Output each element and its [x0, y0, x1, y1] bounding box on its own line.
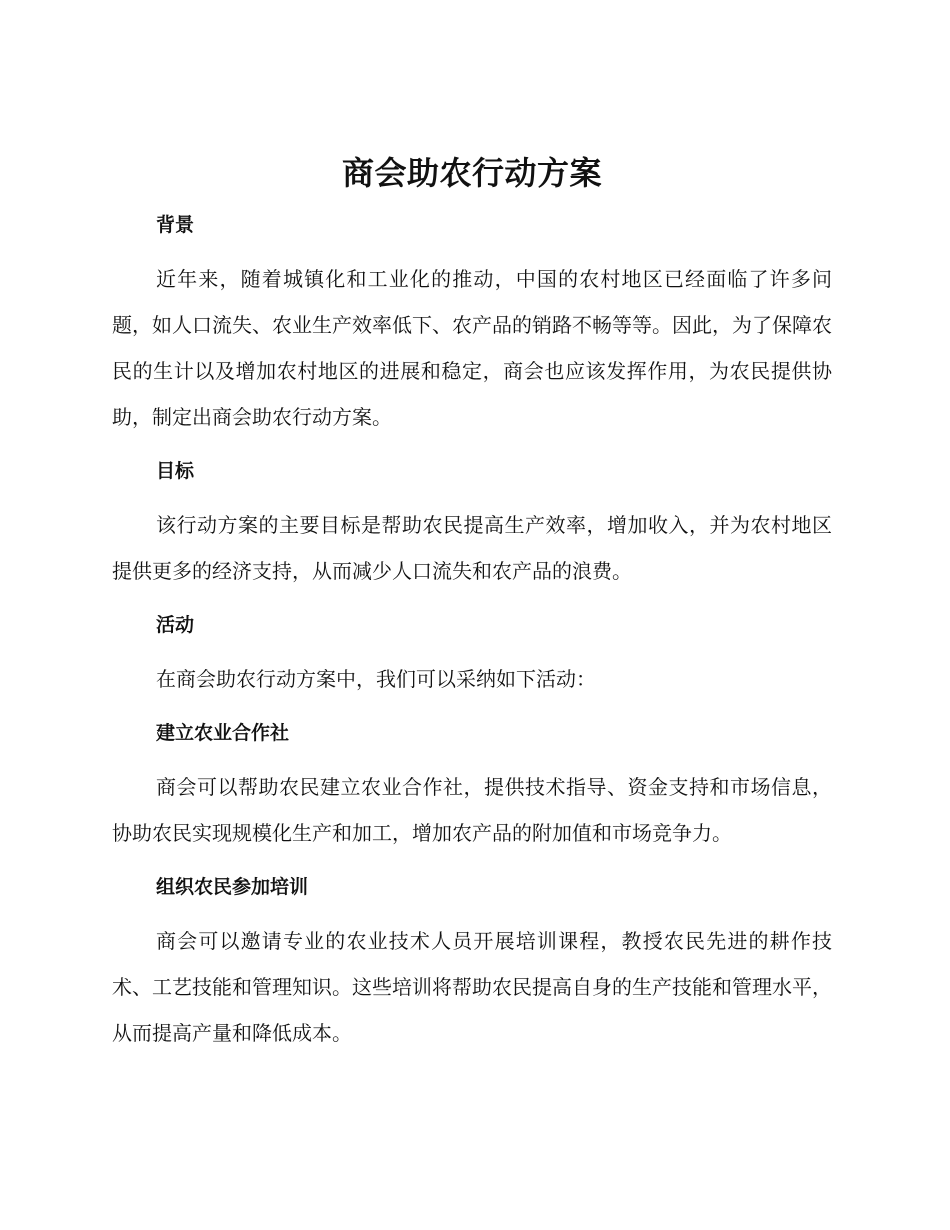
- section-heading-goal: 目标: [156, 460, 195, 482]
- section-heading-background: 背景: [156, 214, 195, 236]
- document-title: 商会助农行动方案: [341, 154, 602, 192]
- document-body: [112, 150, 832, 1056]
- section-paragraph-goal: 该行动方案的主要目标是帮助农民提高生产效率，增加收入，并为农村地区提供更多的经济支持，从而减少人口流失和农产品的浪费。: [112, 513, 832, 583]
- section-paragraph-background: 近年来，随着城镇化和工业化的推动，中国的农村地区已经面临了许多问题，如人口流失、农业生产效率低下、农产品的销路不畅等等。因此，为了保障农民的生计以及增加农村地区的进展和稳定，商会也应该发挥作用，为农民提供协助，制定出商会助农行动方案。: [112, 267, 832, 429]
- section-paragraph-cooperative: 商会可以帮助农民建立农业合作社，提供技术指导、资金支持和市场信息，协助农民实现规模化生产和加工，增加农产品的附加值和市场竞争力。: [112, 775, 832, 845]
- section-heading-activities: 活动: [156, 614, 195, 636]
- section-heading-cooperative: 建立农业合作社: [156, 722, 290, 744]
- section-paragraph-activities: 在商会助农行动方案中，我们可以采纳如下活动：: [156, 667, 596, 691]
- section-paragraph-training: 商会可以邀请专业的农业技术人员开展培训课程，教授农民先进的耕作技术、工艺技能和管理知识。这些培训将帮助农民提高自身的生产技能和管理水平，从而提高产量和降低成本。: [112, 929, 832, 1045]
- section-heading-training: 组织农民参加培训: [156, 876, 309, 898]
